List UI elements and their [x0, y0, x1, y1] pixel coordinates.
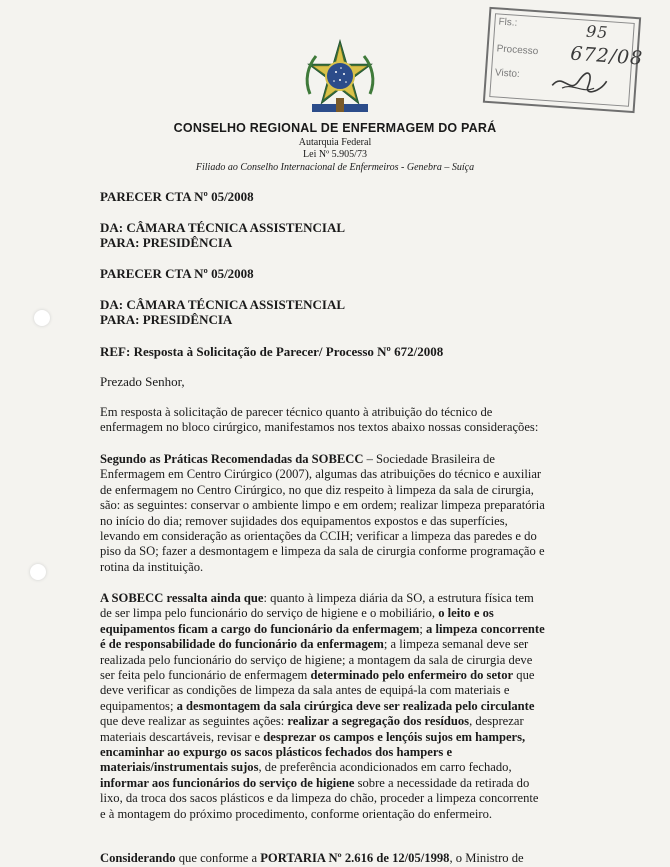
org-name: CONSELHO REGIONAL DE ENFERMAGEM DO PARÁ	[173, 121, 497, 135]
salutation: Prezado Senhor,	[100, 374, 185, 389]
cleaning-paragraph: A SOBECC ressalta ainda que: quanto à limpeza diária da SO, a estrutura física tem de ser limpa pelo funcionário do serviço de higiene e o mobiliário, o leito e os equipamentos ficam a cargo do funcionário da enfermagem; a limpeza concorrente é de responsabilidade do funcionário da enfermagem; a limpeza semanal deve ser realizada pelo funcionário do serviço de higiene; a montagem da sala de cirurgia deve ser feita pelo funcionário de enfermagem determinado pelo enfermeiro do setor que deve verificar as condições de limpeza da sala antes de equipá-la com materiais e equipamentos; a desmontagem da sala cirúrgica deve ser realizada pelo circulante que deve realizar as seguintes ações: realizar a segregação dos resíduos, desprezar materiais descartáveis, revisar e desprezar os campos e lençóis sujos em hampers, encaminhar ao expurgo os sacos plásticos fechados dos hampers e materiais/instrumentais sujos, de preferência acondicionados em carro fechado, informar aos funcionários do serviço de higiene sobre a necessidade da retirada do lixo, da troca dos sacos plásticos e da limpeza do chão, proceder a limpeza concorrente e à montagem do próximo procedimento, conforme orientação do enfermeiro.	[100, 591, 545, 821]
portaria-paragraph: Considerando que conforme a PORTARIA Nº 2.616 de 12/05/1998, o Ministro de	[100, 851, 524, 865]
from-line: DA: CÂMARA TÉCNICA ASSISTENCIAL	[100, 220, 346, 235]
stamp-processo-label: Processo	[496, 43, 539, 58]
org-type: Autarquia Federal	[298, 137, 372, 148]
stamp-fls-label: Fls.:	[498, 16, 518, 29]
binder-hole	[34, 310, 50, 326]
sobecc-paragraph: Segundo as Práticas Recomendadas da SOBECC – Sociedade Brasileira de Enfermagem em Centro Cirúrgico (2007), algumas das atribuições do técnico e auxiliar de enfermagem no Centro Cirúrgico, no que diz respeito à limpeza da sala de cirurgia, são: as seguintes: conservar o ambiente limpo e em ordem; realizar limpeza preparatória no início do dia; remover sujidades dos equipamentos expostos e das superfícies, levando em consideração as orientações da CCIH; verificar a limpeza das paredes e do piso da SO; fazer a desmontagem e limpeza da sala de cirurgia conforme programação e rotina da instituição.	[100, 452, 545, 574]
stamp-processo-value: 672/08	[569, 42, 644, 70]
brazil-coat-of-arms-icon	[300, 36, 380, 120]
stamp-fls-value: 95	[585, 21, 610, 43]
stamp-visto-label: Visto:	[494, 67, 521, 81]
org-affiliation: Filiado ao Conselho Internacional de Enfermeiros - Genebra – Suíça	[195, 162, 475, 173]
protocol-stamp	[483, 7, 644, 113]
from-line-repeat: DA: CÂMARA TÉCNICA ASSISTENCIAL	[100, 297, 346, 312]
reference-line: REF: Resposta à Solicitação de Parecer/ Processo Nº 672/2008	[100, 344, 444, 359]
intro-paragraph: Em resposta à solicitação de parecer técnico quanto à atribuição do técnico de enfermagem no bloco cirúrgico, manifestamos nos textos abaixo nossas considerações:	[100, 405, 539, 435]
visto-signature	[548, 67, 612, 99]
to-line: PARA: PRESIDÊNCIA	[100, 235, 233, 250]
org-law: Lei Nº 5.905/73	[303, 149, 367, 160]
binder-hole	[30, 564, 46, 580]
parecer-number-repeat: PARECER CTA Nº 05/2008	[100, 266, 254, 281]
to-line-repeat: PARA: PRESIDÊNCIA	[100, 312, 233, 327]
parecer-number: PARECER CTA Nº 05/2008	[100, 189, 254, 204]
